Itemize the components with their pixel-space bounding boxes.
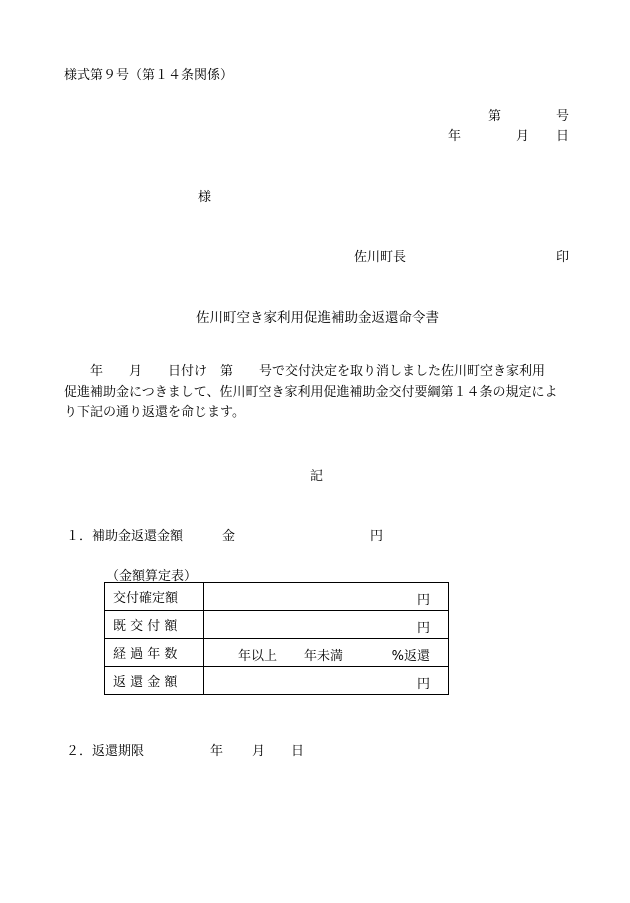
table-row [105, 639, 449, 667]
item1-yen: 円 [370, 529, 384, 544]
row-value [204, 611, 449, 639]
ki-heading: 記 [310, 469, 324, 484]
doc-number-suffix: 号 [556, 109, 570, 124]
item1-label: １．補助金返還金額 [66, 529, 184, 544]
item1-kin: 金 [222, 529, 236, 544]
issue-date-year: 年 [448, 129, 462, 144]
return-percent: %返還 [391, 649, 430, 664]
addressee-suffix: 様 [198, 190, 212, 205]
body-line: 促進補助金につきまして、佐川町空き家利用促進補助金交付要綱第１４条の規定によ [64, 384, 558, 400]
table-row [105, 611, 449, 639]
row-value [204, 583, 449, 611]
amount-calc-table [104, 582, 449, 695]
body-paragraph [64, 362, 574, 424]
row-value [204, 639, 449, 667]
seal-mark: 印 [556, 250, 570, 265]
body-line: り下記の通り返還を命じます。 [64, 405, 245, 420]
row-label: 返 還 金 額 [105, 667, 204, 695]
table-row [105, 583, 449, 611]
unit-yen: 円 [416, 621, 430, 636]
issuer: 佐川町長 [354, 250, 407, 265]
issue-date-day: 日 [556, 129, 570, 144]
issue-date-month: 月 [516, 129, 530, 144]
item2-month: 月 [252, 744, 266, 759]
doc-number-prefix: 第 [488, 109, 502, 124]
table-caption: （金額算定表） [106, 569, 198, 584]
item2-year: 年 [210, 744, 224, 759]
item2-day: 日 [291, 744, 305, 759]
row-label: 既 交 付 額 [105, 611, 204, 639]
item2-label: ２．返還期限 [66, 744, 145, 759]
years-min: 年以上 [238, 649, 278, 664]
document-title: 佐川町空き家利用促進補助金返還命令書 [196, 310, 439, 326]
table-row [105, 667, 449, 695]
body-line: 年 月 日付け 第 号で交付決定を取り消しました佐川町空き家利用 [64, 364, 546, 379]
form-number: 様式第９号（第１４条関係） [64, 68, 234, 83]
row-label: 経 過 年 数 [105, 639, 204, 667]
unit-yen: 円 [416, 677, 430, 692]
years-max: 年未満 [304, 649, 344, 664]
row-label: 交付確定額 [105, 583, 204, 611]
row-value [204, 667, 449, 695]
unit-yen: 円 [416, 593, 430, 608]
